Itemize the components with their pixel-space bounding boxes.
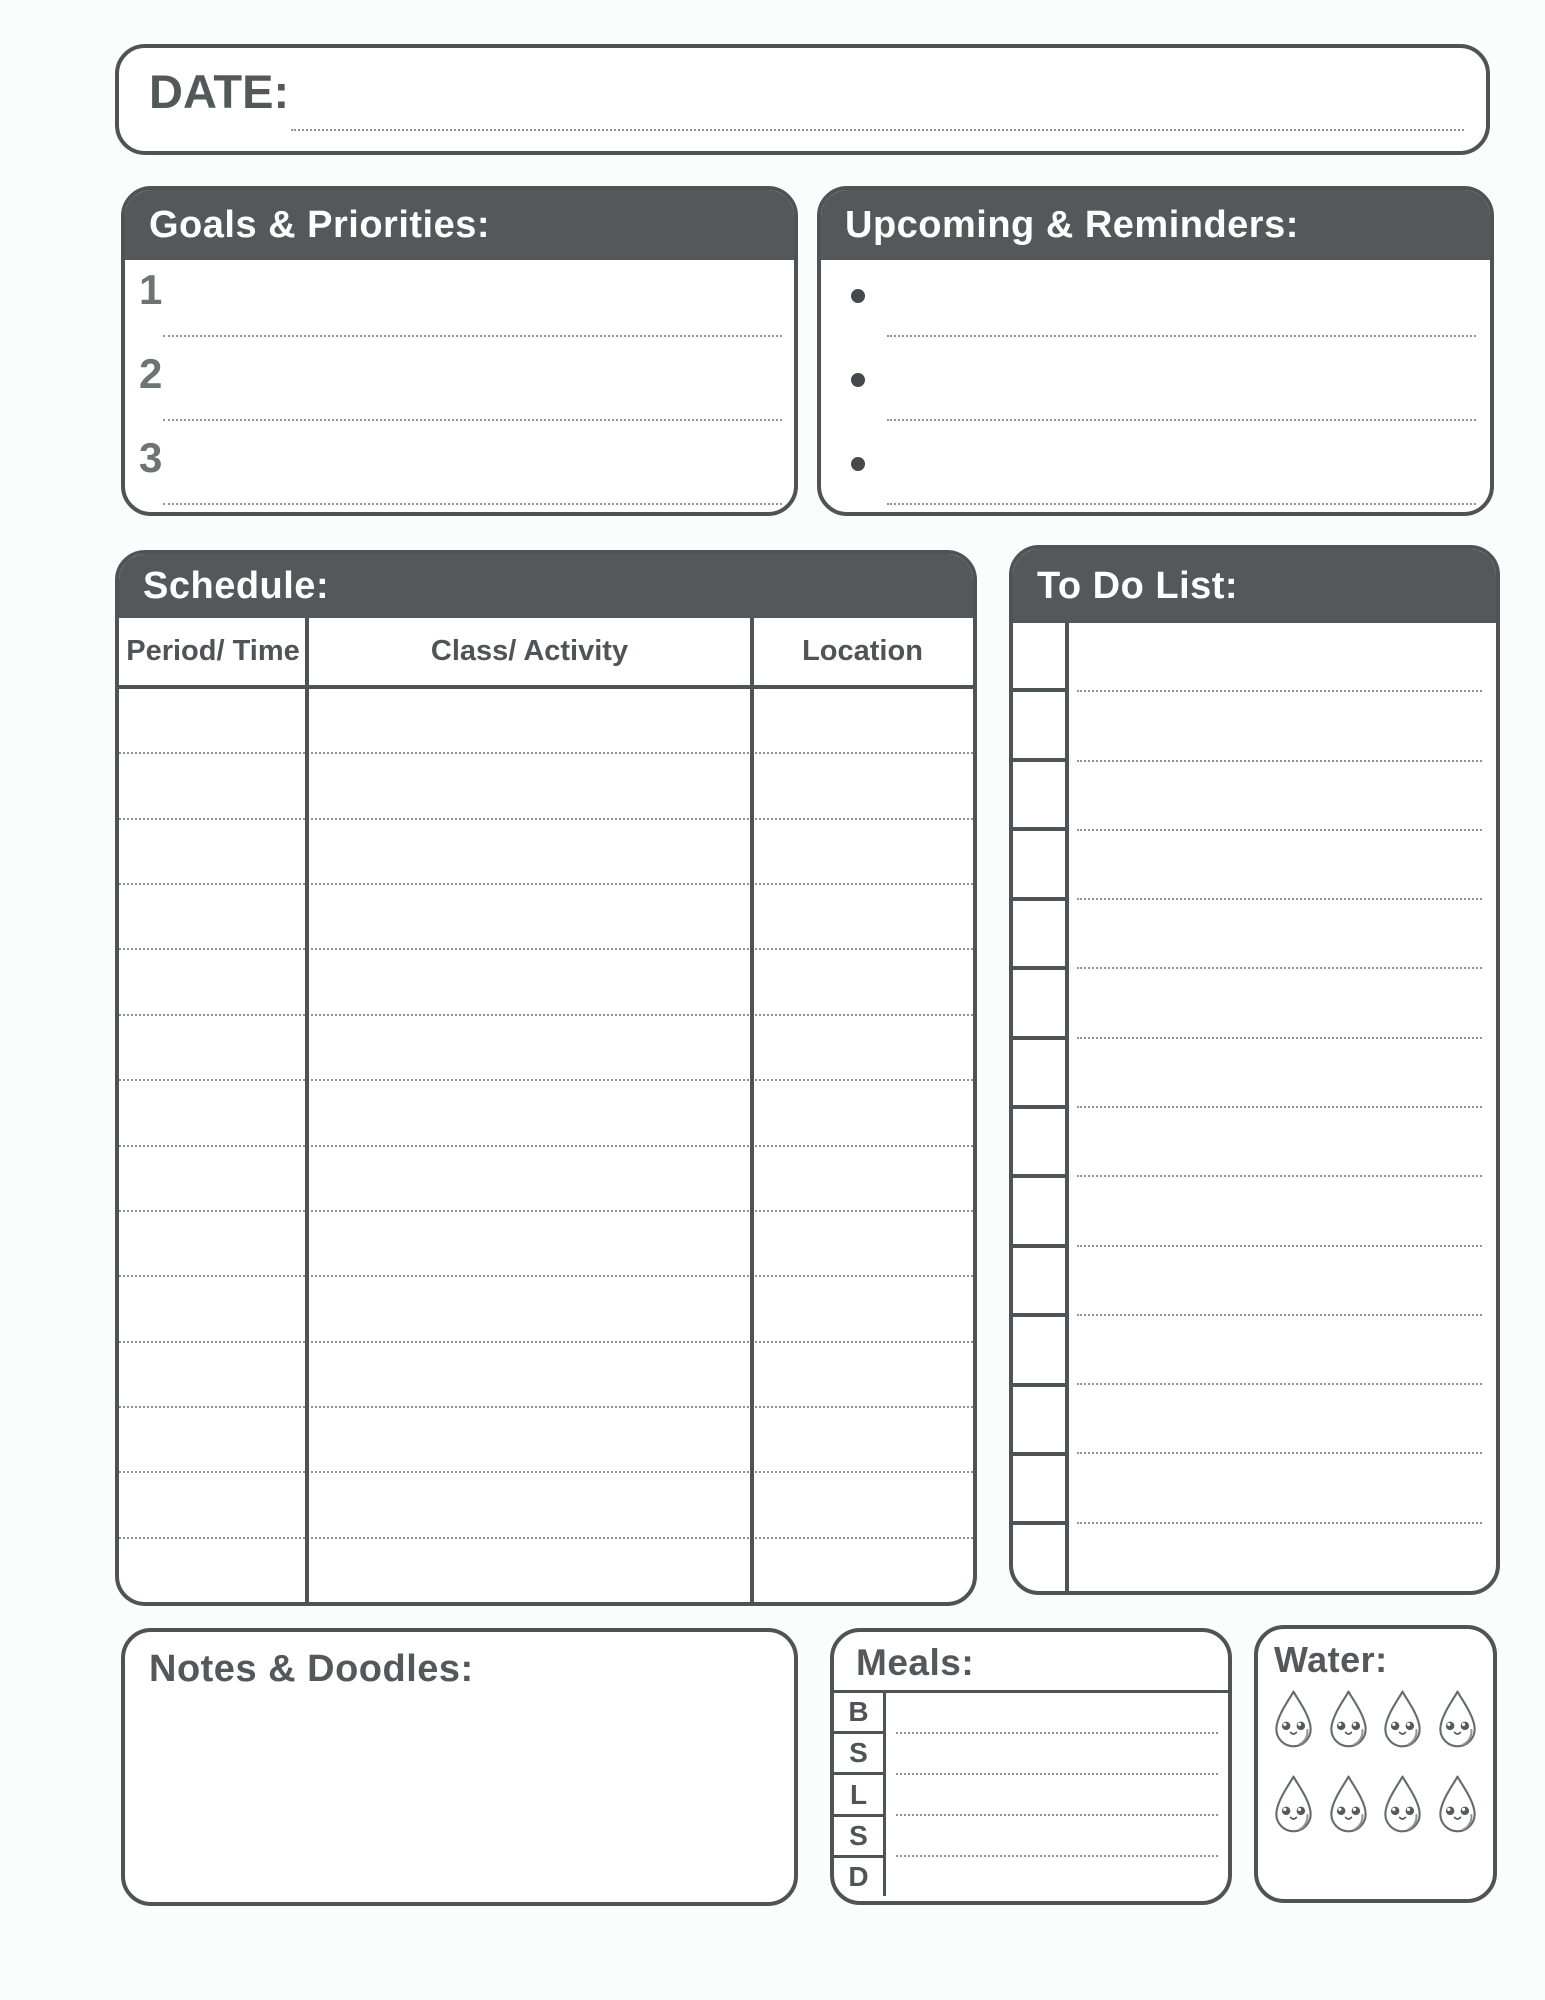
smiling-water-drop-icon[interactable] bbox=[1433, 1774, 1482, 1843]
upcoming-reminders-header: Upcoming & Reminders: bbox=[821, 190, 1490, 260]
todo-writing-line[interactable] bbox=[1077, 1524, 1482, 1591]
todo-writing-line[interactable] bbox=[1077, 1108, 1482, 1177]
schedule-column-location: Location bbox=[802, 635, 923, 667]
smiling-water-drop-icon[interactable] bbox=[1324, 1689, 1373, 1758]
goal-writing-line[interactable] bbox=[163, 503, 782, 505]
todo-checkbox[interactable] bbox=[1013, 1248, 1065, 1317]
schedule-row[interactable] bbox=[119, 1081, 973, 1146]
todo-checkbox-column bbox=[1013, 623, 1069, 1591]
bullet-icon bbox=[851, 289, 865, 303]
goal-row bbox=[125, 260, 794, 344]
schedule-row[interactable] bbox=[119, 1473, 973, 1538]
schedule-table bbox=[119, 618, 973, 1602]
date-writing-line[interactable] bbox=[291, 129, 1464, 131]
schedule-row[interactable] bbox=[119, 1539, 973, 1602]
todo-checkbox[interactable] bbox=[1013, 623, 1065, 692]
upcoming-rows bbox=[821, 260, 1490, 512]
goal-number: 1 bbox=[139, 266, 163, 313]
todo-checkbox[interactable] bbox=[1013, 1387, 1065, 1456]
reminder-row bbox=[821, 428, 1490, 512]
todo-writing-line[interactable] bbox=[1077, 762, 1482, 831]
reminder-writing-line[interactable] bbox=[887, 335, 1476, 337]
todo-checkbox[interactable] bbox=[1013, 1317, 1065, 1386]
schedule-column-divider bbox=[750, 618, 754, 1602]
water-title: Water: bbox=[1274, 1639, 1388, 1680]
todo-writing-line[interactable] bbox=[1077, 1039, 1482, 1108]
schedule-column-class-activity: Class/ Activity bbox=[430, 635, 629, 667]
schedule-row[interactable] bbox=[119, 754, 973, 819]
meal-lines-column bbox=[886, 1693, 1228, 1896]
schedule-row[interactable] bbox=[119, 1212, 973, 1277]
meal-writing-line[interactable] bbox=[896, 1734, 1218, 1775]
bullet-icon bbox=[851, 457, 865, 471]
meal-label-d-4: D bbox=[848, 1860, 869, 1892]
schedule-row[interactable] bbox=[119, 689, 973, 754]
schedule-row[interactable] bbox=[119, 950, 973, 1015]
schedule-row[interactable] bbox=[119, 820, 973, 885]
goal-number: 2 bbox=[139, 350, 163, 397]
water-drops bbox=[1258, 1681, 1493, 1843]
goal-number: 3 bbox=[139, 434, 163, 481]
meal-writing-line[interactable] bbox=[896, 1857, 1218, 1896]
schedule-row[interactable] bbox=[119, 1147, 973, 1212]
todo-writing-line[interactable] bbox=[1077, 692, 1482, 761]
goals-priorities-section bbox=[121, 186, 798, 516]
goal-writing-line[interactable] bbox=[163, 419, 782, 421]
date-section bbox=[115, 44, 1490, 155]
goals-rows bbox=[125, 260, 794, 512]
meal-writing-line[interactable] bbox=[896, 1816, 1218, 1857]
todo-checkbox[interactable] bbox=[1013, 831, 1065, 900]
todo-checkbox[interactable] bbox=[1013, 762, 1065, 831]
schedule-row[interactable] bbox=[119, 1016, 973, 1081]
todo-list-body bbox=[1013, 623, 1496, 1591]
todo-checkbox[interactable] bbox=[1013, 901, 1065, 970]
notes-doodles-title: Notes & Doodles: bbox=[149, 1648, 474, 1690]
schedule-row[interactable] bbox=[119, 885, 973, 950]
todo-checkbox[interactable] bbox=[1013, 1109, 1065, 1178]
meal-label-s-3: S bbox=[834, 1817, 883, 1858]
schedule-header: Schedule: bbox=[119, 554, 973, 618]
smiling-water-drop-icon[interactable] bbox=[1269, 1774, 1318, 1843]
goal-row bbox=[125, 428, 794, 512]
todo-list-header: To Do List: bbox=[1013, 549, 1496, 623]
todo-writing-line[interactable] bbox=[1077, 623, 1482, 692]
todo-writing-line[interactable] bbox=[1077, 900, 1482, 969]
todo-writing-line[interactable] bbox=[1077, 831, 1482, 900]
todo-checkbox[interactable] bbox=[1013, 692, 1065, 761]
todo-list-section bbox=[1009, 545, 1500, 1595]
meals-section bbox=[830, 1628, 1232, 1905]
meal-writing-line[interactable] bbox=[896, 1693, 1218, 1734]
schedule-row[interactable] bbox=[119, 1343, 973, 1408]
meal-label-l-2: L bbox=[834, 1775, 883, 1816]
notes-doodles-section[interactable] bbox=[121, 1628, 798, 1906]
todo-writing-line[interactable] bbox=[1077, 1247, 1482, 1316]
upcoming-reminders-section bbox=[817, 186, 1494, 516]
schedule-row[interactable] bbox=[119, 1408, 973, 1473]
meals-title: Meals: bbox=[834, 1632, 1228, 1693]
smiling-water-drop-icon[interactable] bbox=[1433, 1689, 1482, 1758]
smiling-water-drop-icon[interactable] bbox=[1378, 1774, 1427, 1843]
goal-writing-line[interactable] bbox=[163, 335, 782, 337]
todo-checkbox[interactable] bbox=[1013, 1178, 1065, 1247]
smiling-water-drop-icon[interactable] bbox=[1269, 1689, 1318, 1758]
meal-labels-column bbox=[834, 1693, 886, 1896]
reminder-writing-line[interactable] bbox=[887, 503, 1476, 505]
smiling-water-drop-icon[interactable] bbox=[1378, 1689, 1427, 1758]
todo-writing-line[interactable] bbox=[1077, 1316, 1482, 1385]
todo-lines-column bbox=[1069, 623, 1496, 1591]
todo-checkbox[interactable] bbox=[1013, 1525, 1065, 1590]
meal-writing-line[interactable] bbox=[896, 1775, 1218, 1816]
todo-writing-line[interactable] bbox=[1077, 1454, 1482, 1523]
reminder-row bbox=[821, 344, 1490, 428]
water-section bbox=[1254, 1625, 1497, 1903]
date-label: DATE: bbox=[149, 65, 290, 118]
schedule-column-period-time: Period/ Time bbox=[126, 635, 300, 667]
schedule-rows bbox=[119, 689, 973, 1602]
todo-writing-line[interactable] bbox=[1077, 1385, 1482, 1454]
meal-label-b-0: B bbox=[834, 1693, 883, 1734]
todo-checkbox[interactable] bbox=[1013, 1456, 1065, 1525]
todo-checkbox[interactable] bbox=[1013, 1040, 1065, 1109]
todo-checkbox[interactable] bbox=[1013, 970, 1065, 1039]
todo-writing-line[interactable] bbox=[1077, 1177, 1482, 1246]
meals-table bbox=[834, 1693, 1228, 1896]
schedule-table-header-row bbox=[119, 618, 973, 689]
schedule-column-divider bbox=[305, 618, 309, 1602]
todo-writing-line[interactable] bbox=[1077, 969, 1482, 1038]
reminder-writing-line[interactable] bbox=[887, 419, 1476, 421]
goal-row bbox=[125, 344, 794, 428]
schedule-row[interactable] bbox=[119, 1277, 973, 1342]
reminder-row bbox=[821, 260, 1490, 344]
smiling-water-drop-icon[interactable] bbox=[1324, 1774, 1373, 1843]
goals-priorities-header: Goals & Priorities: bbox=[125, 190, 794, 260]
schedule-section bbox=[115, 550, 977, 1606]
bullet-icon bbox=[851, 373, 865, 387]
meal-label-s-1: S bbox=[834, 1734, 883, 1775]
